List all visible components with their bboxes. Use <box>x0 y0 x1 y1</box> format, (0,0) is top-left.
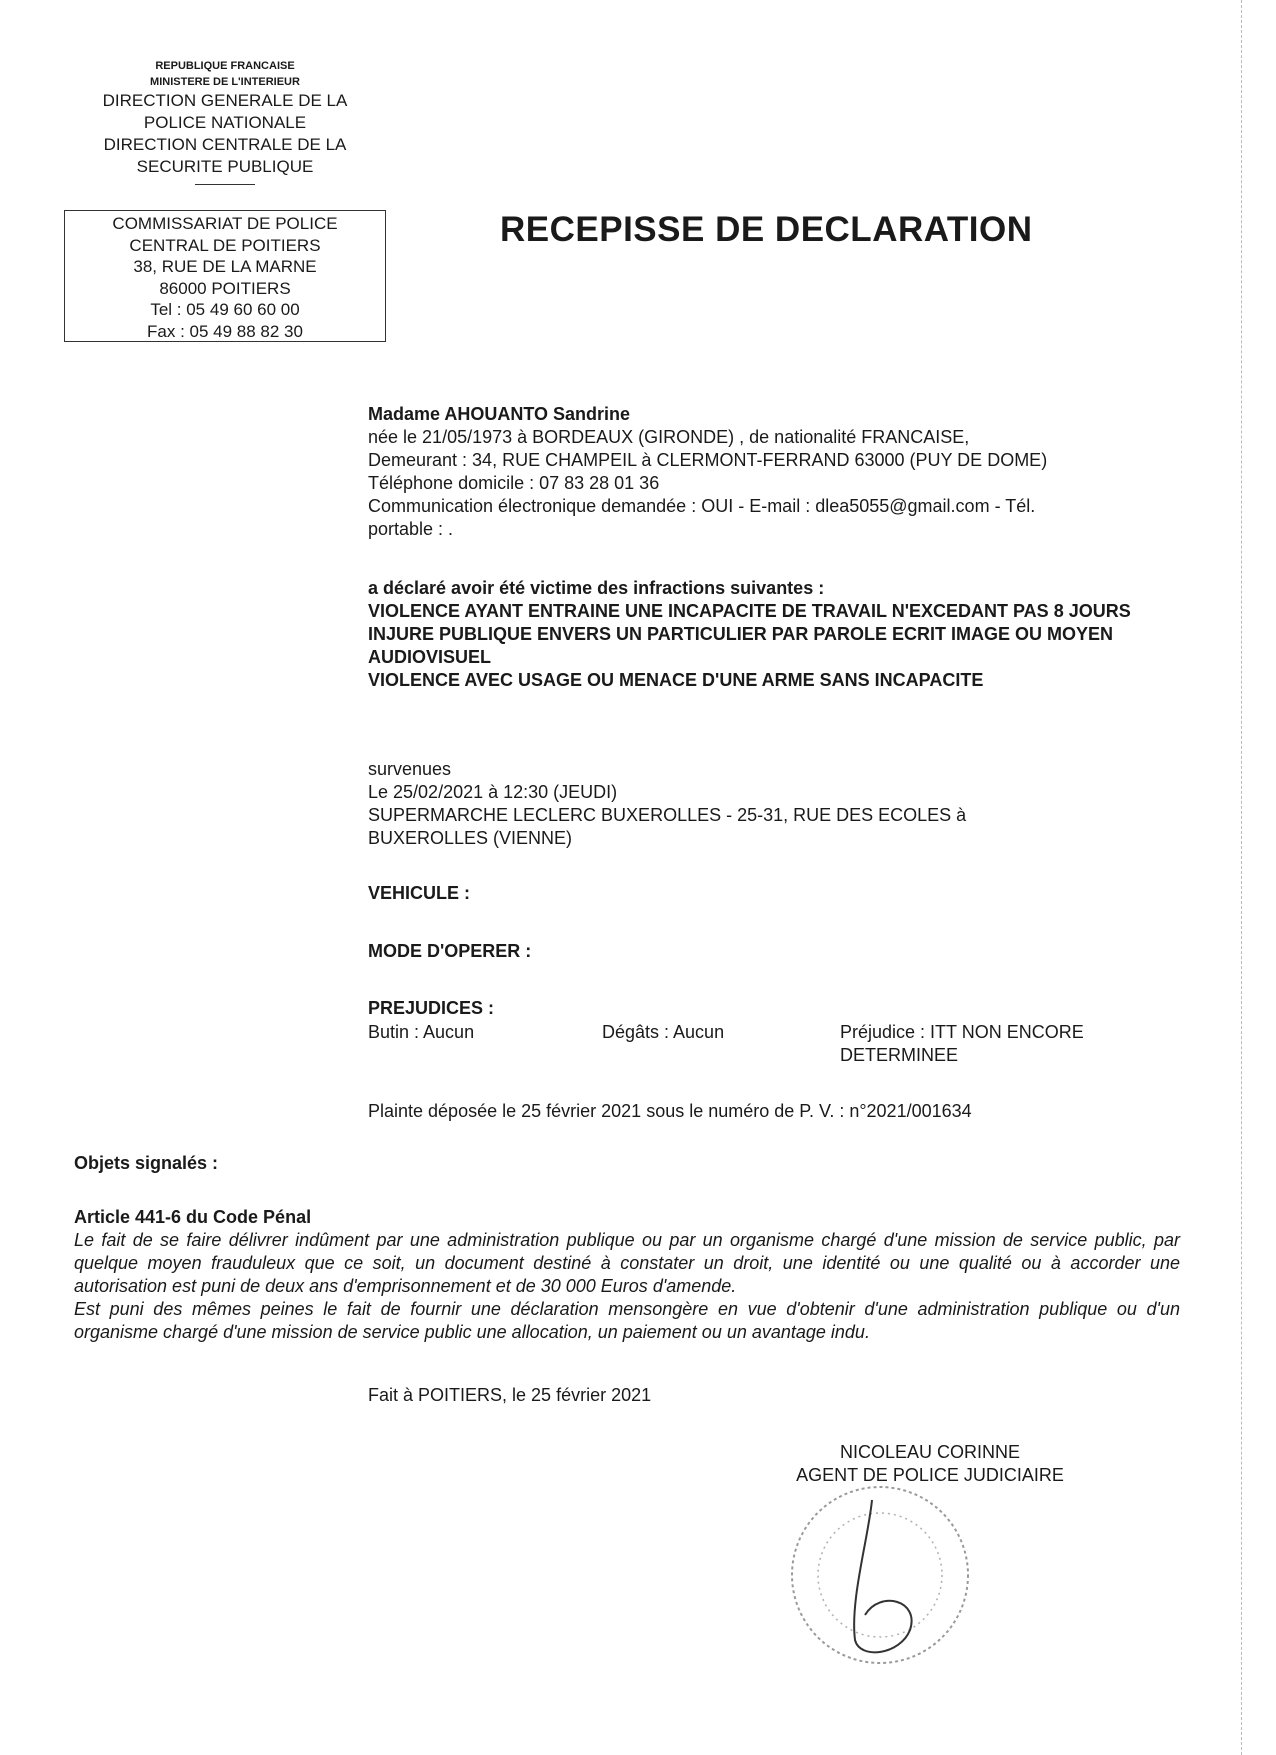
mode-label: MODE D'OPERER : <box>368 941 532 961</box>
butin-value: Butin : Aucun <box>368 1022 475 1042</box>
direction-line: DIRECTION GENERALE DE LA <box>102 91 348 110</box>
person-block <box>368 403 1168 541</box>
office-line: 86000 POITIERS <box>159 278 291 298</box>
signature-place-date: Fait à POITIERS, le 25 février 2021 <box>368 1385 652 1405</box>
person-birth: née le 21/05/1973 à BORDEAUX (GIRONDE) , de nationalité FRANCAISE, <box>368 427 970 447</box>
signatory-name: NICOLEAU CORINNE <box>839 1442 1021 1462</box>
vehicule-label: VEHICULE : <box>368 883 471 903</box>
police-stamp <box>780 1480 980 1675</box>
person-phone: Téléphone domicile : 07 83 28 01 36 <box>368 473 660 493</box>
occurrence-date: Le 25/02/2021 à 12:30 (JEUDI) <box>368 782 618 802</box>
infraction-item: VIOLENCE AVEC USAGE OU MENACE D'UNE ARME SANS INCAPACITE <box>368 670 984 690</box>
direction-line: SECURITE PUBLIQUE <box>136 157 314 176</box>
ministry-header <box>60 58 390 189</box>
article-paragraph: Le fait de se faire délivrer indûment par une administration publique ou par un organisme chargé d'une mission de service public, par quelque moyen frauduleux que ce soit, un document destiné à constater un droit, une identité ou une qualité ou à accorder une autorisation est puni de deux ans d'emprisonnement et de 30 000 Euros d'amende. <box>74 1230 1180 1296</box>
occurrence-place: SUPERMARCHE LECLERC BUXEROLLES - 25-31, RUE DES ECOLES à BUXEROLLES (VIENNE) <box>368 805 967 848</box>
document-title: RECEPISSE DE DECLARATION <box>500 210 1033 249</box>
office-line: 38, RUE DE LA MARNE <box>133 257 317 276</box>
prejudices-label: PREJUDICES : <box>368 998 495 1018</box>
plainte-line: Plainte déposée le 25 février 2021 sous le numéro de P. V. : n°2021/001634 <box>368 1101 972 1121</box>
person-mobile: portable : . <box>368 519 454 539</box>
stamp-seal-icon <box>780 1480 980 1670</box>
office-fax: Fax : 05 49 88 82 30 <box>147 321 303 341</box>
person-address: Demeurant : 34, RUE CHAMPEIL à CLERMONT-FERRAND 63000 (PUY DE DOME) <box>368 450 1048 470</box>
infractions-block <box>368 577 1188 692</box>
occurrence-label: survenues <box>368 759 452 779</box>
degats-value: Dégâts : Aucun <box>602 1022 725 1042</box>
infractions-intro: a déclaré avoir été victime des infractions suivantes : <box>368 578 825 598</box>
direction-line: POLICE NATIONALE <box>143 113 307 132</box>
occurrence-block <box>368 758 1168 850</box>
scan-margin-line <box>1241 0 1242 1755</box>
signatory-role: AGENT DE POLICE JUDICIAIRE <box>796 1465 1064 1485</box>
office-line: COMMISSARIAT DE POLICE <box>112 214 338 233</box>
ministry-label: MINISTERE DE L'INTERIEUR <box>150 76 300 88</box>
objets-label: Objets signalés : <box>74 1153 219 1173</box>
article-block <box>74 1206 1180 1344</box>
office-phone: Tel : 05 49 60 60 00 <box>150 300 300 319</box>
infraction-item: INJURE PUBLIQUE ENVERS UN PARTICULIER PAR PAROLE ECRIT IMAGE OU MOYEN AUDIOVISUEL <box>368 624 1114 667</box>
office-line: CENTRAL DE POITIERS <box>129 235 321 255</box>
header-divider <box>195 184 255 185</box>
infraction-item: VIOLENCE AYANT ENTRAINE UNE INCAPACITE DE TRAVAIL N'EXCEDANT PAS 8 JOURS <box>368 601 1131 621</box>
article-paragraph: Est puni des mêmes peines le fait de fournir une déclaration mensongère en vue d'obtenir d'une administration publique ou d'un organisme chargé d'une mission de service public une allocation, un paiement ou un avantage indu. <box>74 1299 1180 1342</box>
article-title: Article 441-6 du Code Pénal <box>74 1207 312 1227</box>
person-name: Madame AHOUANTO Sandrine <box>368 404 631 424</box>
person-email: Communication électronique demandée : OUI - E-mail : dlea5055@gmail.com - Tél. <box>368 496 1036 516</box>
direction-line: DIRECTION CENTRALE DE LA <box>103 135 347 154</box>
republic-label: REPUBLIQUE FRANCAISE <box>155 60 295 72</box>
prejudice-value: Préjudice : ITT NON ENCORE DETERMINEE <box>840 1022 1084 1065</box>
office-address-box <box>64 210 386 342</box>
